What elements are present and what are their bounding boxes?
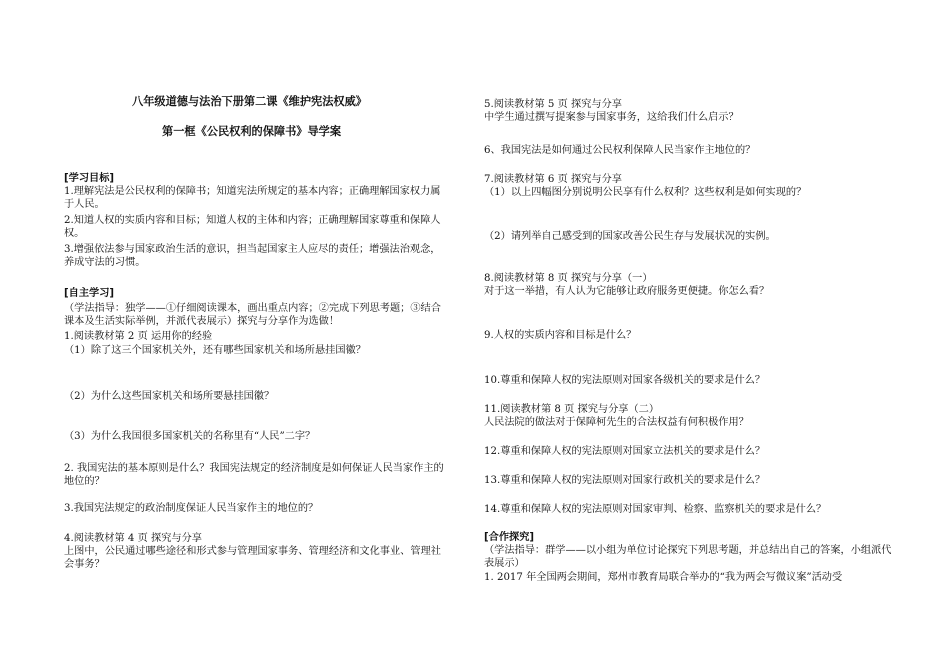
self-study-header: [自主学习] bbox=[64, 288, 115, 299]
question-1: 1.阅读教材第 2 页 运用你的经验 bbox=[64, 331, 213, 342]
cooperative-inquiry-guide: （学法指导：群学——以小组为单位讨论探究下列思考题，并总结出自己的答案，小组派代表展示） bbox=[484, 545, 892, 569]
question-6: 6、我国宪法是如何通过公民权利保障人民当家作主地位的？ bbox=[484, 145, 756, 156]
question-8-text: 对于这一举措，有人认为它能够让政府服务更便捷。你怎么看？ bbox=[484, 286, 770, 297]
question-4: 4.阅读教材第 4 页 探究与分享 bbox=[64, 533, 202, 544]
question-8: 8.阅读教材第 8 页 探究与分享（一） bbox=[484, 273, 653, 284]
question-5: 5.阅读教材第 5 页 探究与分享 bbox=[484, 99, 622, 110]
cooperative-inquiry-header: [合作探究] bbox=[484, 532, 535, 543]
question-14: 14.尊重和保障人权的宪法原则对国家审判、检察、监察机关的要求是什么？ bbox=[484, 504, 827, 515]
question-7: 7.阅读教材第 6 页 探究与分享 bbox=[484, 174, 622, 185]
question-7-2: （2）请列举自己感受到的国家改善公民生存与发展状况的实例。 bbox=[484, 231, 776, 242]
cooperative-question-1: 1. 2017 年全国两会期间，郑州市教育局联合举办的“我为两会写微议案”活动受 bbox=[484, 572, 843, 583]
question-12: 12.尊重和保障人权的宪法原则对国家立法机关的要求是什么？ bbox=[484, 446, 766, 457]
question-5-text: 中学生通过撰写提案参与国家事务，这给我们什么启示？ bbox=[484, 112, 739, 123]
goal-1: 1.理解宪法是公民权利的保障书；知道宪法所规定的基本内容；正确理解国家权力属于人民。 bbox=[64, 186, 441, 210]
question-9: 9.人权的实质内容和目标是什么？ bbox=[484, 330, 637, 341]
doc-title-sub: 第一框《公民权利的保障书》导学案 bbox=[162, 125, 342, 138]
question-4-text: 上图中，公民通过哪些途径和形式参与管理国家事务、管理经济和文化事业、管理社会事务？ bbox=[64, 546, 441, 570]
doc-title-main: 八年级道德与法治下册第二课《维护宪法权威》 bbox=[132, 95, 367, 108]
question-11: 11.阅读教材第 8 页 探究与分享（二） bbox=[484, 404, 660, 415]
question-3: 3.我国宪法规定的政治制度保证人民当家作主的地位的？ bbox=[64, 503, 319, 514]
question-2: 2. 我国宪法的基本原则是什么？我国宪法规定的经济制度是如何保证人民当家作主的地位的？ bbox=[64, 463, 444, 487]
question-11-text: 人民法院的做法对于保障柯先生的合法权益有何积极作用？ bbox=[484, 417, 749, 428]
question-7-1: （1）以上四幅图分别说明公民享有什么权利？这些权利是如何实现的？ bbox=[484, 187, 807, 198]
self-study-guide: （学法指导：独学——①仔细阅读课本，画出重点内容；②完成下列思考题；③结合课本及生活实际举例，并派代表展示）探究与分享作为选做！ bbox=[64, 303, 441, 327]
learning-goals-header: [学习目标] bbox=[64, 173, 115, 184]
goal-2: 2.知道人权的实质内容和目标；知道人权的主体和内容；正确理解国家尊重和保障人权。 bbox=[64, 215, 441, 239]
question-1-2: （2）为什么这些国家机关和场所要悬挂国徽？ bbox=[64, 391, 275, 402]
question-13: 13.尊重和保障人权的宪法原则对国家行政机关的要求是什么？ bbox=[484, 475, 766, 486]
question-10: 10.尊重和保障人权的宪法原则对国家各级机关的要求是什么？ bbox=[484, 375, 766, 386]
goal-3: 3.增强依法参与国家政治生活的意识，担当起国家主人应尽的责任；增强法治观念，养成守法的习惯。 bbox=[64, 244, 441, 268]
question-1-3: （3）为什么我国很多国家机关的名称里有“人民”二字？ bbox=[64, 431, 316, 442]
question-1-1: （1）除了这三个国家机关外，还有哪些国家机关和场所悬挂国徽？ bbox=[64, 345, 366, 356]
